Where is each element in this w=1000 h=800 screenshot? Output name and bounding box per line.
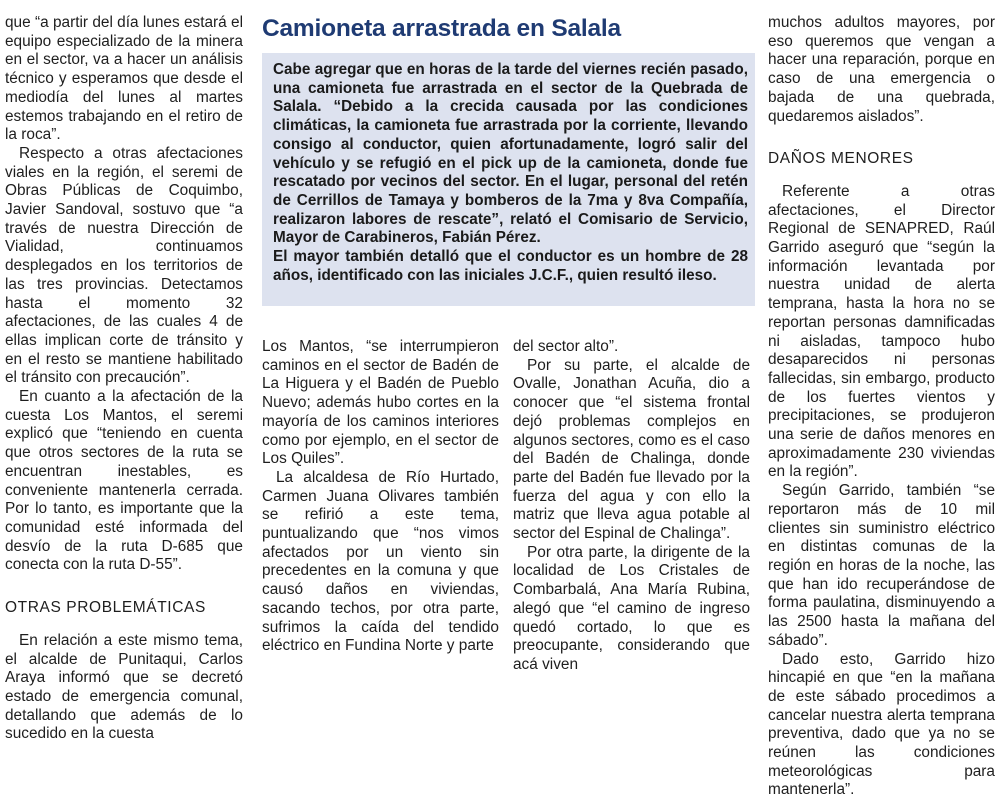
section-heading-danos-menores: DAÑOS MENORES bbox=[768, 150, 995, 169]
paragraph: Respecto a otras afectaciones viales en la región, el seremi de Obras Públicas de Coquimbo, Javier Sandoval, sostuvo que “a través de nuestra Dirección de Vialidad, continuamos desplegados en los territorios de las tres provincias. Detectamos hasta el momento 32 afectaciones, de las cuales 4 de ellas implican corte de tránsito y en el resto se mantiene habilitado el tránsito con precaución”. bbox=[5, 145, 243, 388]
paragraph: La alcaldesa de Río Hurtado, Carmen Juana Olivares también se refirió a este tema, puntualizando que “nos vimos afectados por un viento sin precedentes en la comuna y que causó daños en viviendas, sacando techos, por otra parte, sufrimos la caída del tendido eléctrico en Fundina Norte y parte bbox=[262, 469, 499, 656]
paragraph: Por otra parte, la dirigente de la localidad de Los Cristales de Combarbalá, Ana María Rubina, alegó que “el camino de ingreso quedó cortado, lo que es preocupante, considerando que acá viven bbox=[513, 544, 750, 675]
paragraph: Los Mantos, “se interrumpieron caminos en el sector de Badén de La Higuera y el Badén de Pueblo Nuevo; además hubo cortes en la mayoría de los caminos interiores como por ejemplo, en el sector de Los Quiles”. bbox=[262, 338, 499, 469]
article-title: Camioneta arrastrada en Salala bbox=[262, 14, 752, 44]
column-2 bbox=[262, 338, 499, 656]
column-1 bbox=[5, 14, 243, 744]
paragraph: muchos adultos mayores, por eso queremos que vengan a hacer una reparación, porque en caso de una emergencia o bajada de una quebrada, quedaremos aislados”. bbox=[768, 14, 995, 126]
section-heading-otras-problematicas: OTRAS PROBLEMÁTICAS bbox=[5, 599, 243, 618]
paragraph: En relación a este mismo tema, el alcalde de Punitaqui, Carlos Araya informó que se decretó estado de emergencia comunal, detallando que además de lo sucedido en la cuesta bbox=[5, 632, 243, 744]
column-4 bbox=[768, 14, 995, 800]
paragraph: En cuanto a la afectación de la cuesta Los Mantos, el seremi explicó que “teniendo en cuenta que otros sectores de la ruta se encuentran inestables, es conveniente mantenerla cerrada. Por lo tanto, es importante que la comunidad esté informada del desvío de la ruta D-685 que conecta con la ruta D-55”. bbox=[5, 388, 243, 575]
box-paragraph: El mayor también detalló que el conductor es un hombre de 28 años, identificado con las iniciales J.C.F., quien resultó ileso. bbox=[273, 248, 748, 285]
paragraph: Por su parte, el alcalde de Ovalle, Jonathan Acuña, dio a conocer que “el sistema frontal dejó problemas complejos en algunos sectores, como es el caso del Badén de Chalinga, donde parte del Badén fue llevado por la fuerza del agua y con ello la matriz que lleva agua potable al sector del Espinal de Chalinga”. bbox=[513, 357, 750, 544]
paragraph: Dado esto, Garrido hizo hincapié en que “en la mañana de este sábado procedimos a cancelar nuestra alerta temprana preventiva, dado que ya no se reúnen las condiciones meteorológicas para mantenerla”. bbox=[768, 651, 995, 800]
paragraph: Referente a otras afectaciones, el Director Regional de SENAPRED, Raúl Garrido aseguró que “según la información levantada por nuestra unidad de alerta temprana, hasta la hora no se reportan personas damnificadas ni aisladas, tampoco hubo desaparecidos ni personas fallecidas, sin embargo, producto de los fuertes vientos y precipitaciones, se produjeron una serie de daños menores en aproximadamente 230 viviendas en la región”. bbox=[768, 183, 995, 482]
paragraph: Según Garrido, también “se reportaron más de 10 mil clientes sin suministro eléctrico en distintas comunas de la región en horas de la noche, las que han ido recuperándose de forma paulatina, disminuyendo a las 2500 hasta la mañana del sábado”. bbox=[768, 482, 995, 650]
column-3 bbox=[513, 338, 750, 675]
paragraph: del sector alto”. bbox=[513, 338, 750, 357]
box-paragraph: Cabe agregar que en horas de la tarde del viernes recién pasado, una camioneta fue arrastrada en el sector de la Quebrada de Salala. “Debido a la crecida causada por las condiciones climáticas, la camioneta fue arrastrada por la corriente, llevando consigo al conductor, quien afortunadamente, logró salir del vehículo y se refugió en el pick up de la camioneta, donde fue rescatado por vecinos del sector. En el lugar, personal del retén de Cerrillos de Tamaya y bomberos de la 7ma y 8va Compañía, realizaron labores de rescate”, relató el Comisario de Servicio, Mayor de Carabineros, Fabián Pérez. bbox=[273, 61, 748, 248]
highlight-box bbox=[262, 53, 755, 306]
paragraph: que “a partir del día lunes estará el equipo especializado de la minera en el sector, va a hacer un análisis técnico y esperamos que desde el mediodía del lunes al martes estemos trabajando en el retiro de la roca”. bbox=[5, 14, 243, 145]
